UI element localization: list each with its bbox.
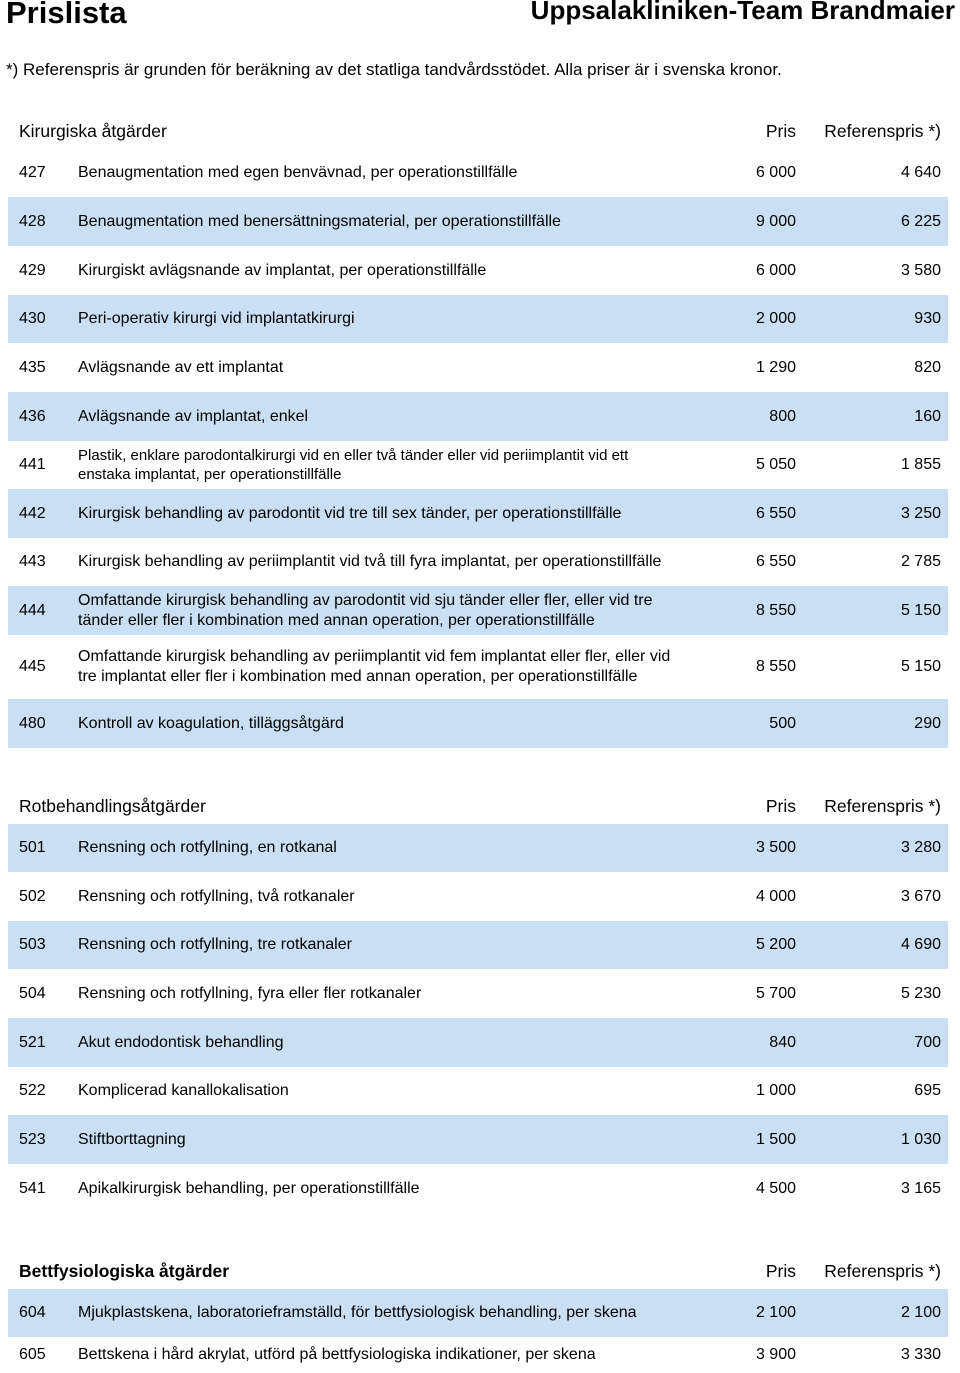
table-row (8, 586, 948, 635)
reference-price: 700 (914, 1033, 941, 1051)
section-title: Bettfysiologiska åtgärder (19, 1261, 230, 1281)
table-row (8, 969, 948, 1018)
procedure-code: 502 (19, 887, 46, 905)
procedure-price: 9 000 (755, 212, 796, 230)
table-row (8, 295, 948, 343)
procedure-price: 4 000 (755, 887, 796, 905)
procedure-price: 1 500 (755, 1130, 796, 1148)
procedure-price: 3 900 (755, 1346, 796, 1363)
table-row (8, 635, 948, 699)
page-title: Prislista (6, 0, 127, 30)
column-header-price: Pris (765, 796, 796, 816)
procedure-description: Rensning och rotfyllning, två rotkanaler (78, 887, 355, 905)
reference-price: 290 (914, 714, 941, 732)
procedure-price: 8 550 (755, 658, 796, 675)
column-header-price: Pris (765, 121, 796, 141)
procedure-code: 604 (19, 1304, 46, 1321)
table-row (8, 872, 948, 921)
procedure-price: 6 550 (755, 553, 796, 570)
procedure-code: 435 (19, 358, 46, 376)
procedure-price: 1 290 (755, 358, 796, 376)
procedure-description: Benaugmentation med benersättningsmaterial, per operationstillfälle (78, 212, 561, 230)
procedure-description: Benaugmentation med egen benvävnad, per operationstillfälle (78, 164, 518, 181)
table-row (8, 824, 948, 872)
procedure-code: 501 (19, 839, 46, 856)
procedure-price: 1 000 (755, 1082, 796, 1099)
procedure-price: 6 000 (755, 164, 796, 181)
column-header-reference: Referenspris *) (824, 121, 941, 141)
procedure-description: Omfattande kirurgisk behandling av parodontit vid sju tänder eller fler, eller vid tre tänder eller fler i kombination med annan operation, per operationstillfälle (78, 591, 653, 629)
procedure-code: 436 (19, 407, 46, 425)
procedure-description: Avlägsnande av ett implantat (78, 358, 284, 376)
procedure-code: 523 (19, 1130, 46, 1148)
section-title: Rotbehandlingsåtgärder (19, 796, 206, 816)
column-header-price: Pris (765, 1261, 796, 1281)
section-title: Kirurgiska åtgärder (19, 121, 167, 141)
procedure-code: 503 (19, 936, 46, 953)
procedure-price: 3 500 (755, 839, 796, 856)
procedure-description: Plastik, enklare parodontalkirurgi vid en eller två tänder eller vid periimplantit vid ett enstaka implantat, per operationstillfälle (78, 447, 629, 483)
reference-price: 6 225 (900, 212, 941, 230)
reference-price: 3 580 (900, 261, 941, 279)
procedure-code: 541 (19, 1179, 46, 1197)
procedure-price: 2 100 (755, 1304, 796, 1321)
procedure-code: 428 (19, 212, 46, 230)
procedure-description: Kirurgiskt avlägsnande av implantat, per operationstillfälle (78, 261, 487, 279)
reference-price: 5 150 (900, 658, 941, 675)
table-row (8, 489, 948, 538)
reference-price: 1 030 (900, 1130, 941, 1148)
procedure-code: 480 (19, 714, 46, 732)
procedure-code: 441 (19, 456, 46, 473)
procedure-description: Peri-operativ kirurgi vid implantatkirurgi (78, 310, 355, 327)
procedure-description: Rensning och rotfyllning, tre rotkanaler (78, 936, 352, 953)
reference-price: 695 (914, 1082, 941, 1099)
procedure-code: 522 (19, 1082, 46, 1099)
procedure-price: 5 700 (755, 984, 796, 1002)
procedure-code: 521 (19, 1033, 46, 1051)
clinic-name: Uppsalakliniken-Team Brandmaier (530, 0, 955, 25)
reference-price-note: *) Referenspris är grunden för beräkning av det statliga tandvårdsstödet. Alla priser är i svenska kronor. (6, 60, 782, 79)
procedure-code: 504 (19, 984, 46, 1002)
procedure-description: Rensning och rotfyllning, en rotkanal (78, 839, 337, 856)
procedure-description: Apikalkirurgisk behandling, per operationstillfälle (78, 1179, 420, 1197)
table-row (8, 1018, 948, 1067)
procedure-description: Kirurgisk behandling av periimplantit vid två till fyra implantat, per operationstillfälle (78, 553, 662, 570)
procedure-code: 442 (19, 504, 46, 522)
procedure-price: 800 (769, 407, 796, 425)
procedure-description: Kirurgisk behandling av parodontit vid tre till sex tänder, per operationstillfälle (78, 504, 622, 522)
table-row (8, 538, 948, 586)
procedure-price: 2 000 (755, 310, 796, 327)
procedure-code: 427 (19, 164, 46, 181)
table-row (8, 246, 948, 295)
table-row (8, 149, 948, 197)
section-header-rotbehandling (8, 780, 948, 828)
reference-price: 3 280 (900, 839, 941, 856)
section-header-bettfysiologiska (8, 1245, 948, 1293)
table-row (8, 343, 948, 392)
reference-price: 4 690 (900, 936, 941, 953)
section-header-kirurgiska (8, 105, 948, 153)
procedure-price: 5 050 (755, 456, 796, 473)
procedure-description: Avlägsnande av implantat, enkel (78, 407, 309, 425)
table-row (8, 699, 948, 748)
reference-price: 930 (914, 310, 941, 327)
table-row (8, 1289, 948, 1337)
procedure-description: Mjukplastskena, laboratorieframställd, för bettfysiologisk behandling, per skena (78, 1304, 637, 1321)
reference-price: 3 670 (900, 887, 941, 905)
table-row (8, 1164, 948, 1213)
table-row (8, 392, 948, 441)
procedure-price: 6 000 (755, 261, 796, 279)
procedure-description: Omfattande kirurgisk behandling av periimplantit vid fem implantat eller fler, eller vid tre implantat eller fler i kombination med annan operation, per operationstillfälle (78, 648, 671, 685)
procedure-code: 430 (19, 310, 46, 327)
procedure-description: Stiftborttagning (78, 1130, 186, 1148)
reference-price: 3 165 (900, 1179, 941, 1197)
procedure-description: Rensning och rotfyllning, fyra eller fler rotkanaler (78, 984, 422, 1002)
reference-price: 4 640 (900, 164, 941, 181)
reference-price: 5 230 (900, 984, 941, 1002)
reference-price: 5 150 (900, 601, 941, 619)
procedure-description: Komplicerad kanallokalisation (78, 1082, 289, 1099)
reference-price: 160 (914, 407, 941, 425)
reference-price: 820 (914, 358, 941, 376)
table-row (8, 1067, 948, 1115)
reference-price: 3 250 (900, 504, 941, 522)
table-row (8, 1115, 948, 1164)
procedure-price: 8 550 (755, 601, 796, 619)
procedure-code: 443 (19, 553, 46, 570)
procedure-code: 429 (19, 261, 46, 279)
reference-price: 2 100 (900, 1304, 941, 1321)
table-row (8, 197, 948, 246)
procedure-price: 5 200 (755, 936, 796, 953)
procedure-code: 444 (19, 601, 46, 619)
procedure-description: Akut endodontisk behandling (78, 1033, 284, 1051)
procedure-description: Bettskena i hård akrylat, utförd på bettfysiologiska indikationer, per skena (78, 1346, 596, 1363)
reference-price: 3 330 (900, 1346, 941, 1363)
column-header-reference: Referenspris *) (824, 796, 941, 816)
reference-price: 2 785 (900, 553, 941, 570)
procedure-price: 6 550 (755, 504, 796, 522)
column-header-reference: Referenspris *) (824, 1261, 941, 1281)
table-row (8, 921, 948, 969)
procedure-code: 445 (19, 658, 46, 675)
procedure-price: 4 500 (755, 1179, 796, 1197)
table-row (8, 1337, 948, 1373)
table-row (8, 441, 948, 489)
procedure-price: 840 (769, 1033, 796, 1051)
procedure-code: 605 (19, 1346, 46, 1363)
reference-price: 1 855 (900, 456, 941, 473)
procedure-price: 500 (769, 714, 796, 732)
procedure-description: Kontroll av koagulation, tilläggsåtgärd (78, 714, 344, 732)
